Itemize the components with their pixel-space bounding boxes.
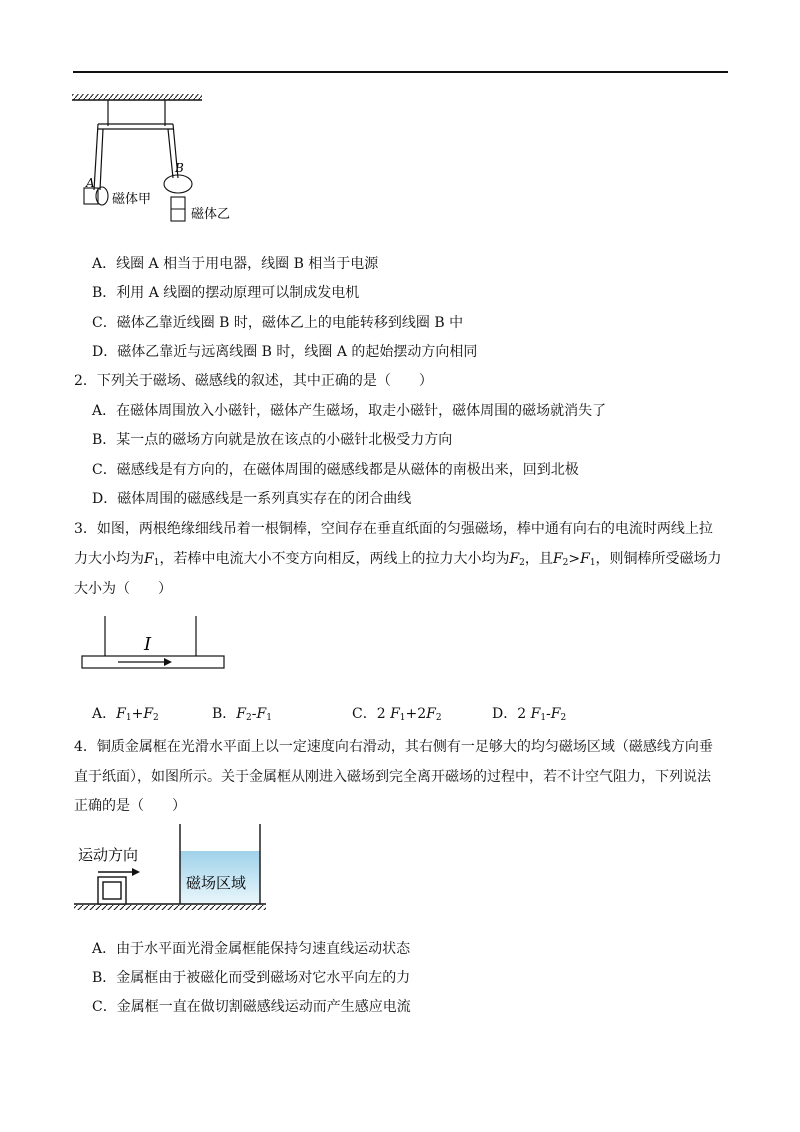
q2-option-b: B．某一点的磁场方向就是放在该点的小磁针北极受力方向 (92, 432, 453, 448)
q2-stem: 2．下列关于磁场、磁感线的叙述，其中正确的是（ ） (74, 373, 433, 389)
q1-option-d: D．磁体乙靠近与远离线圈 B 时，线圈 A 的起始摆动方向相同 (92, 344, 478, 360)
q4-stem-line3: 正确的是（ ） (74, 798, 186, 814)
q4-stem-line2: 直于纸面），如图所示。关于金属框从刚进入磁场到完全离开磁场的过程中，若不计空气阻力，下列说法 (74, 769, 711, 785)
q3-option-a: A．$F_1+F_2$ (92, 706, 159, 723)
label-magnet-jia: 磁体甲 (112, 192, 152, 207)
motion-label: 运动方向 (78, 846, 139, 864)
figure-magnetic-field-region (70, 822, 270, 914)
q3-stem-line2: 力大小均为$F_1$，若棒中电流大小不变方向相反，两线上的拉力大小均为$F_2$，且$F_2>F_1$，则铜棒所受磁场力 (74, 551, 722, 568)
figure-copper-rod (78, 612, 228, 674)
q3-option-d: D．2 $F_1-F_2$ (492, 706, 567, 723)
q4-option-c: C．金属框一直在做切割磁感线运动而产生感应电流 (92, 999, 411, 1015)
figure-coils (70, 92, 250, 227)
q3-option-b: B．$F_2-F_1$ (212, 706, 272, 723)
q1-option-a: A．线圈 A 相当于用电器，线圈 B 相当于电源 (92, 256, 379, 272)
label-a: A (86, 176, 95, 190)
q2-option-c: C．磁感线是有方向的，在磁体周围的磁感线都是从磁体的南极出来，回到北极 (92, 462, 579, 478)
q1-option-c: C．磁体乙靠近线圈 B 时，磁体乙上的电能转移到线圈 B 中 (92, 315, 464, 331)
q3-stem-line1: 3．如图，两根绝缘细线吊着一根铜棒，空间存在垂直纸面的匀强磁场，棒中通有向右的电流时两线上拉 (74, 521, 713, 537)
q2-option-a: A．在磁体周围放入小磁针，磁体产生磁场，取走小磁针，磁体周围的磁场就消失了 (92, 403, 607, 419)
q3-stem-line3: 大小为（ ） (74, 581, 172, 597)
motion-arrow (132, 868, 140, 876)
q4-option-b: B．金属框由于被磁化而受到磁场对它水平向左的力 (92, 970, 411, 986)
q1-option-b: B．利用 A 线圈的摆动原理可以制成发电机 (92, 285, 360, 301)
field-label: 磁场区域 (186, 874, 247, 892)
header-rule (73, 71, 728, 73)
q4-stem-line1: 4．铜质金属框在光滑水平面上以一定速度向右滑动，其右侧有一足够大的均匀磁场区域（磁感线方向垂 (74, 739, 713, 755)
q3-option-c: C．2 $F_1+2F_2$ (352, 706, 442, 723)
label-magnet-yi: 磁体乙 (191, 207, 231, 222)
label-b: B (175, 161, 184, 175)
q2-option-d: D．磁体周围的磁感线是一系列真实存在的闭合曲线 (92, 491, 412, 507)
current-label: I (144, 634, 152, 655)
q4-option-a: A．由于水平面光滑金属框能保持匀速直线运动状态 (92, 941, 411, 957)
